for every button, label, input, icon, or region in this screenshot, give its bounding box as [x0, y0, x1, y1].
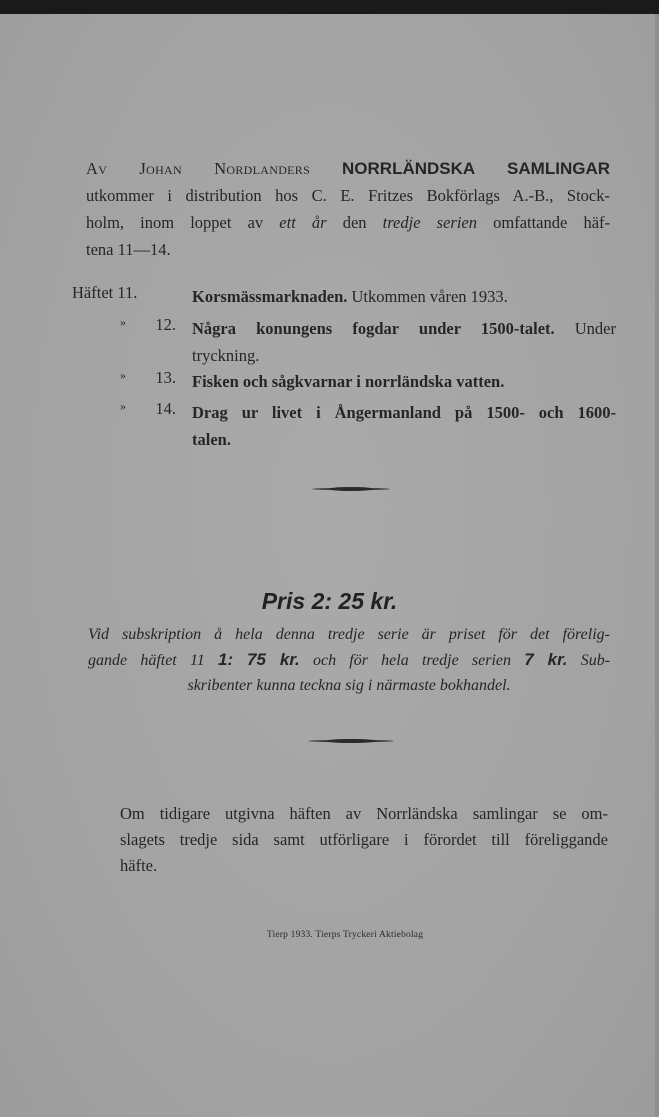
issue-number: 12.	[155, 315, 176, 334]
issue-title: Drag ur livet i Ångermanland på 1500- och 1600-	[192, 403, 616, 422]
issue-title: Några konungens fogdar under 1500-talet.	[192, 319, 555, 338]
ditto-mark: »	[120, 315, 126, 329]
issue-number: 14.	[155, 399, 176, 418]
series-title: NORRLÄNDSKA SAMLINGAR	[342, 159, 610, 178]
intro-line-1: Av Johan Nordlanders NORRLÄNDSKA SAMLINGAR	[86, 159, 610, 178]
note-paragraph	[120, 801, 608, 879]
subscription-paragraph	[88, 622, 610, 698]
issue-title: Fisken och sågkvarnar i norrländska vatten.	[192, 372, 505, 391]
ditto-mark: »	[120, 368, 126, 382]
divider-rule	[308, 740, 394, 742]
note-line-3: häfte.	[120, 856, 158, 875]
printer-imprint: Tierp 1933. Tierps Tryckeri Aktiebolag	[266, 930, 424, 940]
divider-rule	[312, 488, 390, 490]
issue-note: Utkommen våren 1933.	[351, 287, 508, 306]
issue-title: Korsmässmarknaden.	[192, 287, 348, 306]
price: Pris 2: 25 kr.	[261, 588, 398, 614]
issue-title-cont: talen.	[192, 430, 231, 449]
issue-label: Häftet 11.	[72, 283, 138, 302]
intro-paragraph	[86, 155, 610, 263]
note-line-2: slagets tredje sida samt utförligare i förordet till föreliggande	[120, 830, 608, 849]
intro-line-2: utkommer i distribution hos C. E. Fritzes Bokförlags A.-B., Stock-	[86, 186, 610, 205]
ditto-mark: »	[120, 399, 126, 413]
issue-note: Under	[574, 319, 616, 338]
page-edge	[655, 14, 659, 1117]
note-line-1: Om tidigare utgivna häften av Norrländska samlingar se om-	[120, 804, 608, 823]
subscription-line-1: Vid subskription å hela denna tredje serie är priset för det förelig-	[88, 626, 610, 643]
page	[0, 14, 659, 1117]
intro-line-4: tena 11—14.	[86, 240, 171, 259]
subscription-line-2: gande häftet 11 1: 75 kr. och för hela tredje serien 7 kr. Sub-	[88, 650, 611, 669]
issue-note-cont: tryckning.	[192, 346, 260, 365]
subscription-line-3: skribenter kunna teckna sig i närmaste bokhandel.	[187, 677, 511, 694]
issue-number: 13.	[155, 368, 176, 387]
intro-line-3: holm, inom loppet av ett år den tredje serien omfattande häf-	[86, 213, 611, 232]
